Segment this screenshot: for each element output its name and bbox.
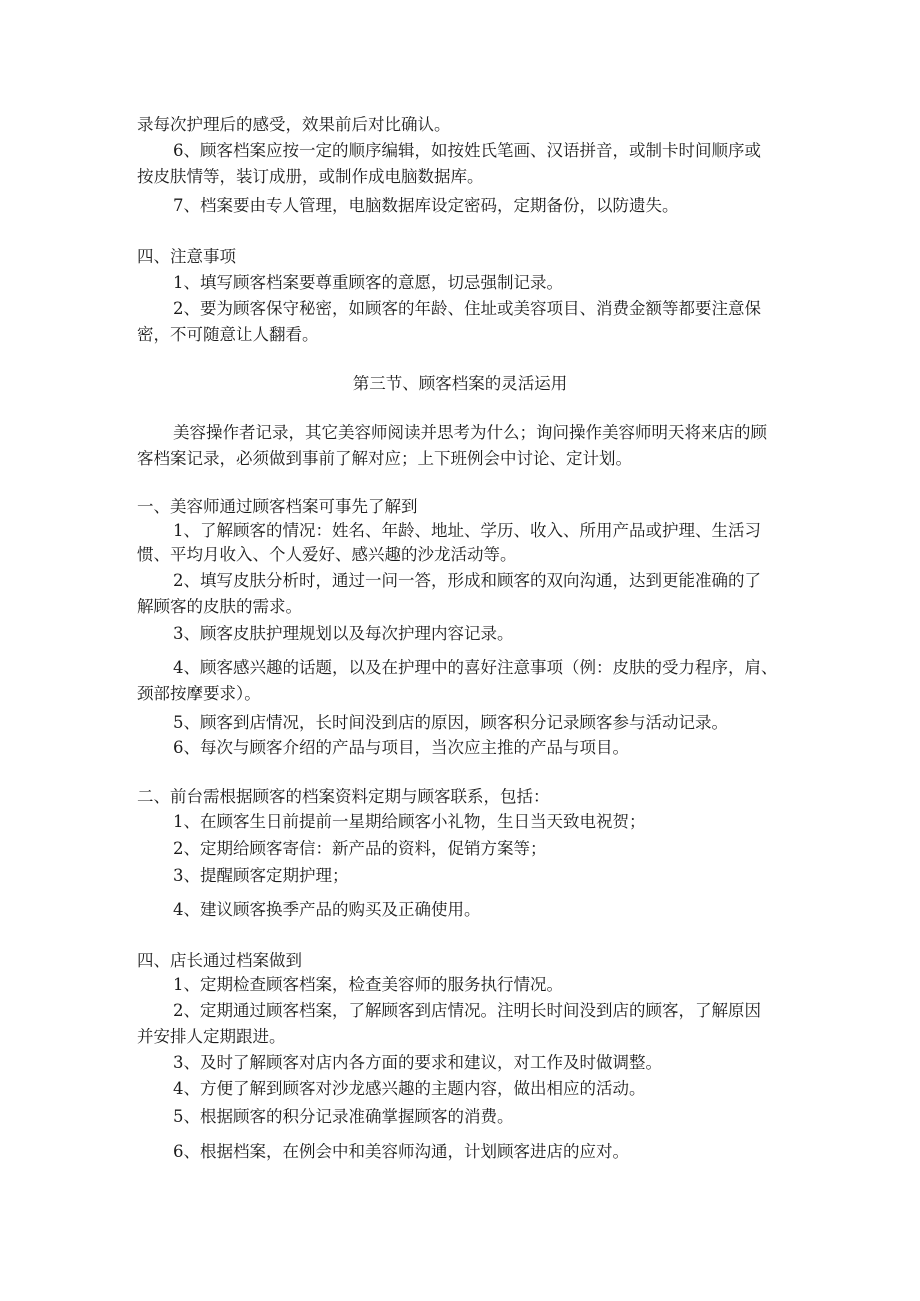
- section-heading: 一、美容师通过顾客档案可事先了解到: [137, 497, 418, 516]
- text-line: 4、方便了解到顾客对沙龙感兴趣的主题内容，做出相应的活动。: [173, 1079, 646, 1098]
- text-line: 2、定期通过顾客档案，了解顾客到店情况。注明长时间没到店的顾客，了解原因: [173, 1001, 761, 1020]
- text-line: 1、填写顾客档案要尊重顾客的意愿，切忌强制记录。: [173, 273, 563, 292]
- text-line: 2、填写皮肤分析时，通过一问一答，形成和顾客的双向沟通，达到更能准确的了: [173, 571, 761, 590]
- text-line: 6、根据档案，在例会中和美容师沟通，计划顾客进店的应对。: [173, 1142, 629, 1161]
- text-line: 3、及时了解顾客对店内各方面的要求和建议，对工作及时做调整。: [173, 1053, 662, 1072]
- text-line: 密，不可随意让人翻看。: [137, 325, 319, 344]
- text-line: 5、顾客到店情况，长时间没到店的原因，顾客积分记录顾客参与活动记录。: [173, 713, 728, 732]
- text-line: 1、了解顾客的情况：姓名、年龄、地址、学历、收入、所用产品或护理、生活习: [173, 521, 761, 540]
- text-line: 惯、平均月收入、个人爱好、感兴趣的沙龙活动等。: [137, 545, 517, 564]
- section-heading: 四、注意事项: [137, 247, 236, 266]
- section-heading: 二、前台需根据顾客的档案资料定期与顾客联系，包括：: [137, 787, 550, 806]
- text-line: 4、顾客感兴趣的话题，以及在护理中的喜好注意事项（例：皮肤的受力程序，肩、: [173, 658, 778, 677]
- chapter-title: 第三节、顾客档案的灵活运用: [352, 374, 568, 393]
- text-line: 解顾客的皮肤的需求。: [137, 597, 302, 616]
- text-line: 按皮肤情等，装订成册，或制作成电脑数据库。: [137, 167, 484, 186]
- text-line: 客档案记录，必须做到事前了解对应；上下班例会中讨论、定计划。: [137, 449, 632, 468]
- text-line: 并安排人定期跟进。: [137, 1027, 286, 1046]
- text-line: 3、顾客皮肤护理规划以及每次护理内容记录。: [173, 624, 514, 643]
- text-line: 1、在顾客生日前提前一星期给顾客小礼物，生日当天致电祝贺；: [173, 812, 646, 831]
- text-line: 2、要为顾客保守秘密，如顾客的年龄、住址或美容项目、消费金额等都要注意保: [173, 299, 761, 318]
- text-line: 3、提醒顾客定期护理；: [173, 866, 349, 885]
- text-line: 4、建议顾客换季产品的购买及正确使用。: [173, 900, 481, 919]
- text-line: 5、根据顾客的积分记录准确掌握顾客的消费。: [173, 1107, 514, 1126]
- text-line: 6、每次与顾客介绍的产品与项目，当次应主推的产品与项目。: [173, 738, 629, 757]
- text-line: 7、档案要由专人管理，电脑数据库设定密码，定期备份，以防遗失。: [173, 196, 679, 215]
- text-line: 6、顾客档案应按一定的顺序编辑，如按姓氏笔画、汉语拼音，或制卡时间顺序或: [173, 141, 761, 160]
- text-line: 录每次护理后的感受，效果前后对比确认。: [137, 115, 451, 134]
- text-line: 美容操作者记录，其它美容师阅读并思考为什么；询问操作美容师明天将来店的顾: [173, 423, 767, 442]
- section-heading: 四、店长通过档案做到: [137, 951, 302, 970]
- text-line: 2、定期给顾客寄信：新产品的资料，促销方案等；: [173, 839, 547, 858]
- text-line: 颈部按摩要求）。: [137, 684, 261, 703]
- text-line: 1、定期检查顾客档案，检查美容师的服务执行情况。: [173, 975, 563, 994]
